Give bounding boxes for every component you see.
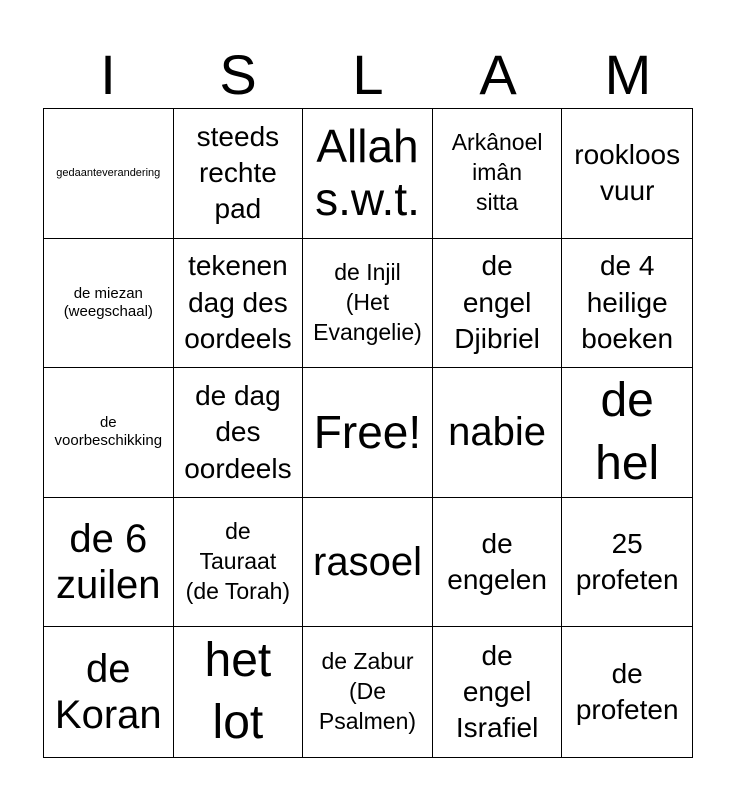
header-letter: A — [479, 43, 517, 106]
cell-text: de dag des oordeels — [184, 379, 292, 484]
cell-text: de engel Israfiel — [455, 639, 539, 744]
bingo-cell[interactable] — [303, 627, 433, 757]
cell-text: de Koran — [54, 647, 162, 738]
cell-text: Allah s.w.t. — [315, 120, 420, 226]
cell-text: de voorbeschikking — [54, 414, 163, 450]
bingo-cell[interactable] — [433, 368, 563, 498]
bingo-cell[interactable] — [44, 498, 174, 628]
cell-text: nabie — [448, 410, 547, 455]
cell-text: de 6 zuilen — [56, 517, 161, 608]
bingo-cell[interactable] — [44, 109, 174, 239]
free-space-cell[interactable] — [303, 368, 433, 498]
cell-text: de miezan (weegschaal) — [63, 284, 153, 320]
bingo-board — [43, 108, 693, 758]
cell-text: tekenen dag des oordeels — [184, 250, 292, 355]
bingo-header — [43, 42, 693, 108]
bingo-cell[interactable] — [303, 498, 433, 628]
cell-text: de engelen — [447, 527, 547, 596]
bingo-cell[interactable] — [44, 239, 174, 369]
bingo-cell[interactable] — [303, 109, 433, 239]
bingo-cell[interactable] — [174, 239, 304, 369]
cell-text: het lot — [204, 633, 272, 750]
bingo-cell[interactable] — [562, 368, 692, 498]
bingo-cell[interactable] — [433, 627, 563, 757]
bingo-cell[interactable] — [174, 368, 304, 498]
cell-text: Arkânoel imân sitta — [451, 129, 543, 216]
cell-text: de 4 heilige boeken — [581, 250, 674, 355]
header-letter: L — [352, 43, 384, 106]
bingo-cell[interactable] — [433, 498, 563, 628]
cell-text: rookloos vuur — [574, 138, 681, 207]
cell-text: rasoel — [313, 540, 422, 585]
bingo-cell[interactable] — [44, 368, 174, 498]
cell-text: de hel — [595, 374, 660, 490]
header-letter: I — [100, 43, 116, 106]
bingo-cell[interactable] — [562, 239, 692, 369]
cell-text: de Tauraat (de Torah) — [185, 518, 291, 605]
cell-text: de Zabur (De Psalmen) — [318, 648, 417, 735]
bingo-cell[interactable] — [433, 109, 563, 239]
cell-text: steeds rechte pad — [196, 120, 280, 225]
bingo-cell[interactable] — [562, 109, 692, 239]
bingo-cell[interactable] — [303, 239, 433, 369]
bingo-cell[interactable] — [174, 498, 304, 628]
header-letter: S — [219, 43, 257, 106]
header-letter: M — [604, 43, 652, 106]
cell-text: de profeten — [575, 657, 679, 726]
bingo-cell[interactable] — [44, 627, 174, 757]
bingo-cell[interactable] — [174, 109, 304, 239]
bingo-cell[interactable] — [562, 498, 692, 628]
bingo-cell[interactable] — [174, 627, 304, 757]
cell-text: gedaanteverandering — [56, 166, 161, 179]
cell-text: de engel Djibriel — [454, 250, 540, 355]
cell-text: Free! — [313, 406, 422, 459]
bingo-cell[interactable] — [433, 239, 563, 369]
cell-text: 25 profeten — [575, 527, 679, 596]
cell-text: de Injil (Het Evangelie) — [313, 259, 422, 345]
bingo-cell[interactable] — [562, 627, 692, 757]
